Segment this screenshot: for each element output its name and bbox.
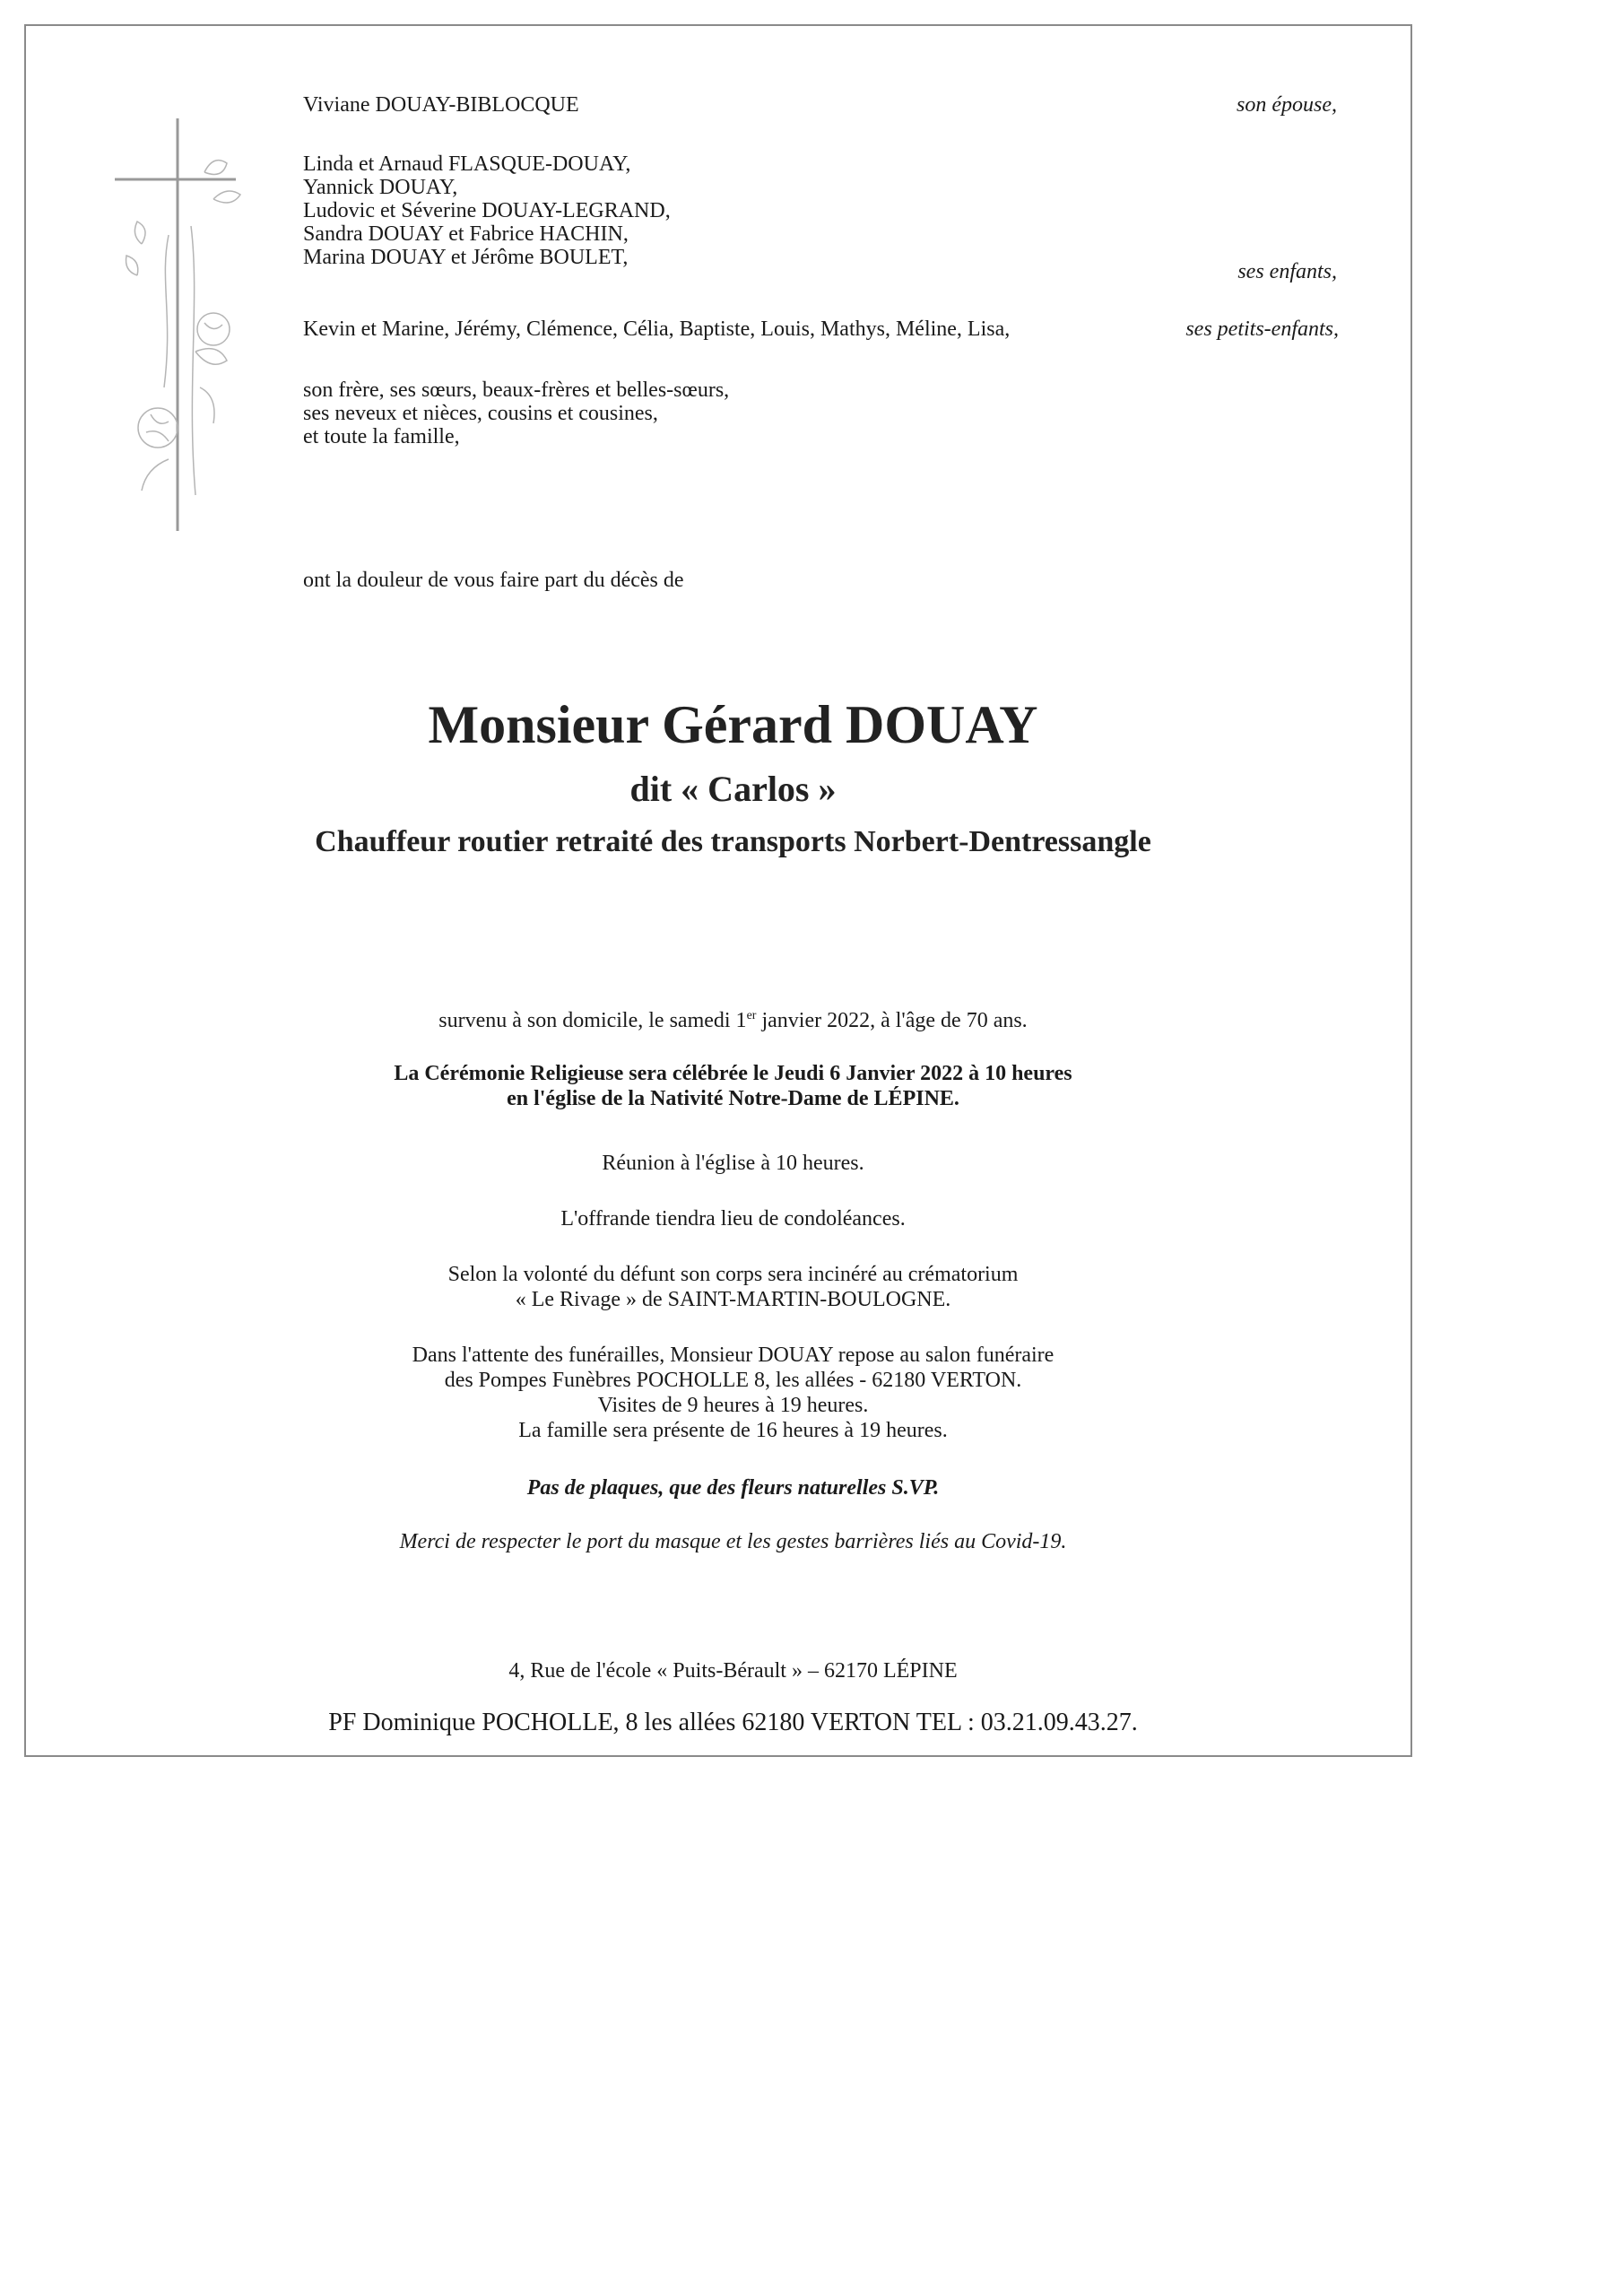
rest-line: La famille sera présente de 16 heures à 19 heures.	[518, 1419, 948, 1442]
child-line: Yannick DOUAY,	[303, 176, 458, 199]
spouse-name: Viviane DOUAY-BIBLOCQUE	[303, 93, 579, 117]
ceremony-line: La Cérémonie Religieuse sera célébrée le Jeudi 6 Janvier 2022 à 10 heures	[394, 1062, 1072, 1085]
rest-line: Dans l'attente des funérailles, Monsieur DOUAY repose au salon funéraire	[412, 1344, 1055, 1367]
deceased-name: Monsieur Gérard DOUAY	[428, 695, 1038, 754]
cremation-line: « Le Rivage » de SAINT-MARTIN-BOULOGNE.	[515, 1288, 951, 1311]
deceased-occupation: Chauffeur routier retraité des transports Norbert-Dentressangle	[315, 825, 1151, 858]
grandchildren-line: Kevin et Marine, Jérémy, Clémence, Célia, Baptiste, Louis, Mathys, Méline, Lisa,	[303, 317, 1011, 341]
relatives-line: ses neveux et nièces, cousins et cousines,	[303, 402, 658, 425]
spouse-role: son épouse,	[1237, 93, 1337, 117]
death-date: survenu à son domicile, le samedi 1er janvier 2022, à l'âge de 70 ans.	[438, 1009, 1028, 1032]
reunion-line: Réunion à l'église à 10 heures.	[602, 1152, 864, 1175]
cross-flower-icon	[115, 118, 267, 531]
relatives-line: et toute la famille,	[303, 425, 460, 448]
child-line: Sandra DOUAY et Fabrice HACHIN,	[303, 222, 629, 246]
covid-line: Merci de respecter le port du masque et les gestes barrières liés au Covid-19.	[399, 1530, 1067, 1553]
grandchildren-role: ses petits-enfants,	[1185, 317, 1339, 341]
children-role: ses enfants,	[1237, 260, 1337, 283]
address-line: 4, Rue de l'école « Puits-Bérault » – 62170 LÉPINE	[508, 1659, 958, 1683]
relatives-line: son frère, ses sœurs, beaux-frères et belles-sœurs,	[303, 378, 730, 402]
rest-line: des Pompes Funèbres POCHOLLE 8, les allées - 62180 VERTON.	[444, 1369, 1022, 1392]
cremation-line: Selon la volonté du défunt son corps sera incinéré au crématorium	[447, 1263, 1019, 1286]
offering-line: L'offrande tiendra lieu de condoléances.	[560, 1207, 906, 1231]
funeral-home-footer: PF Dominique POCHOLLE, 8 les allées 62180 VERTON TEL : 03.21.09.43.27.	[328, 1709, 1138, 1736]
child-line: Ludovic et Séverine DOUAY-LEGRAND,	[303, 199, 671, 222]
child-line: Linda et Arnaud FLASQUE-DOUAY,	[303, 152, 631, 176]
no-plaques-line: Pas de plaques, que des fleurs naturelles S.VP.	[526, 1476, 940, 1500]
child-line: Marina DOUAY et Jérôme BOULET,	[303, 246, 629, 269]
announcement: ont la douleur de vous faire part du décès de	[303, 569, 684, 592]
ceremony-line: en l'église de la Nativité Notre-Dame de LÉPINE.	[507, 1087, 959, 1110]
rest-line: Visites de 9 heures à 19 heures.	[597, 1394, 869, 1417]
deceased-nickname: dit « Carlos »	[629, 769, 837, 809]
